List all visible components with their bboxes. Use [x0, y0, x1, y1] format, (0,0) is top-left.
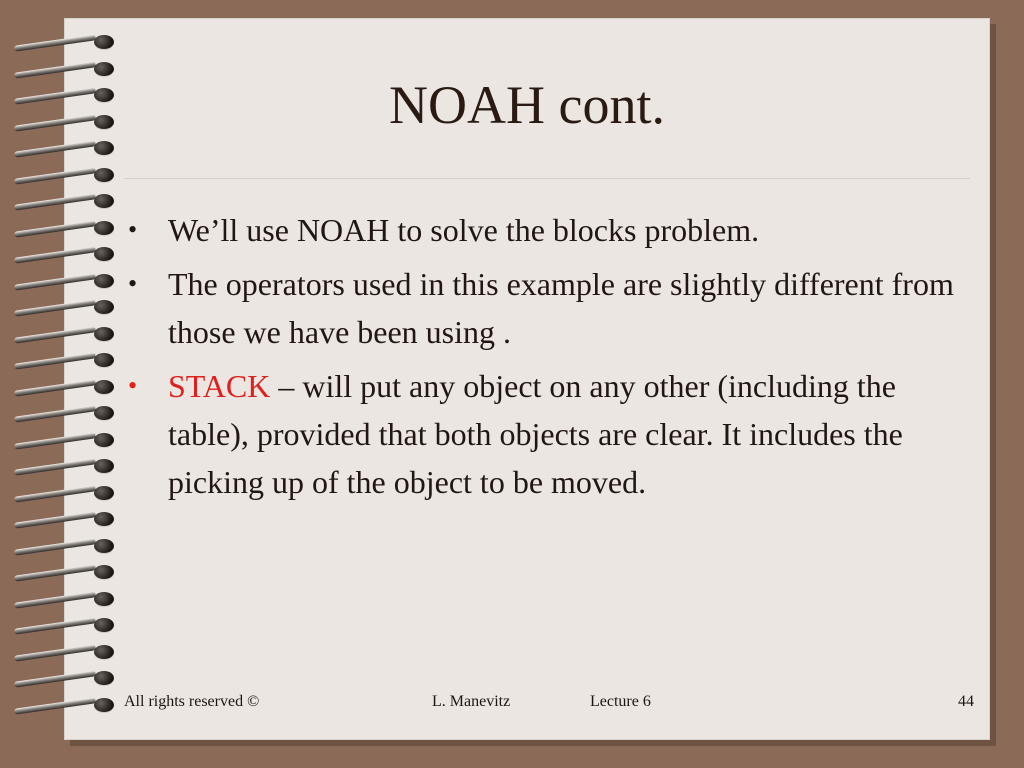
slide-footer [64, 693, 990, 717]
bullet-list [124, 206, 964, 512]
spiral-coil [10, 83, 120, 105]
spiral-coil [10, 322, 120, 344]
footer-rights: All rights reserved © [124, 693, 260, 710]
coil-wire [14, 220, 96, 237]
coil-wire [14, 564, 96, 581]
spiral-coil [10, 613, 120, 635]
coil-wire [14, 246, 96, 263]
spiral-coil [10, 375, 120, 397]
punch-hole [94, 539, 114, 553]
spiral-coil [10, 136, 120, 158]
spiral-coil [10, 507, 120, 529]
bullet-item [124, 260, 964, 356]
bullet-text: We’ll use NOAH to solve the blocks problem. [168, 212, 760, 248]
coil-wire [14, 485, 96, 502]
punch-hole [94, 327, 114, 341]
punch-hole [94, 486, 114, 500]
punch-hole [94, 671, 114, 685]
coil-wire [14, 644, 96, 661]
coil-wire [14, 326, 96, 343]
spiral-coil [10, 295, 120, 317]
coil-wire [14, 114, 96, 131]
spiral-coil [10, 640, 120, 662]
spiral-coil [10, 587, 120, 609]
punch-hole [94, 194, 114, 208]
punch-hole [94, 433, 114, 447]
punch-hole [94, 221, 114, 235]
coil-wire [14, 591, 96, 608]
punch-hole [94, 698, 114, 712]
coil-wire [14, 34, 96, 51]
coil-wire [14, 273, 96, 290]
coil-wire [14, 87, 96, 104]
coil-wire [14, 511, 96, 528]
punch-hole [94, 618, 114, 632]
punch-hole [94, 300, 114, 314]
punch-hole [94, 115, 114, 129]
footer-author: L. Manevitz [432, 693, 511, 710]
coil-wire [14, 299, 96, 316]
spiral-coil [10, 269, 120, 291]
spiral-coil [10, 30, 120, 52]
spiral-coil [10, 242, 120, 264]
punch-hole [94, 88, 114, 102]
coil-wire [14, 405, 96, 422]
spiral-coil [10, 110, 120, 132]
punch-hole [94, 512, 114, 526]
coil-wire [14, 617, 96, 634]
punch-hole [94, 459, 114, 473]
spiral-binding [10, 30, 120, 750]
punch-hole [94, 141, 114, 155]
coil-wire [14, 379, 96, 396]
punch-hole [94, 168, 114, 182]
bullet-text: – will put any object on any other (including the table), provided that both objects are clear. It includes the picking up of the object to be moved. [168, 368, 903, 500]
coil-wire [14, 432, 96, 449]
spiral-coil [10, 481, 120, 503]
bullet-dot: • [128, 215, 138, 244]
punch-hole [94, 35, 114, 49]
punch-hole [94, 592, 114, 606]
title-divider [124, 178, 970, 179]
spiral-coil [10, 189, 120, 211]
spiral-coil [10, 560, 120, 582]
spiral-coil [10, 401, 120, 423]
bullet-dot: • [128, 371, 138, 400]
spiral-coil [10, 216, 120, 238]
spiral-coil [10, 454, 120, 476]
coil-wire [14, 140, 96, 157]
coil-wire [14, 670, 96, 687]
bullet-item [124, 206, 964, 254]
footer-lecture: Lecture 6 [590, 693, 651, 710]
punch-hole [94, 645, 114, 659]
spiral-coil [10, 348, 120, 370]
coil-wire [14, 352, 96, 369]
slide-title: NOAH cont. [389, 75, 665, 135]
bullet-text: The operators used in this example are slightly different from those we have been using . [168, 266, 954, 350]
punch-hole [94, 62, 114, 76]
footer-page-number: 44 [958, 693, 974, 710]
spiral-coil [10, 57, 120, 79]
spiral-coil [10, 534, 120, 556]
slide-page [64, 18, 990, 740]
stack-keyword: STACK [168, 368, 271, 404]
punch-hole [94, 274, 114, 288]
punch-hole [94, 565, 114, 579]
coil-wire [14, 61, 96, 78]
coil-wire [14, 538, 96, 555]
coil-wire [14, 697, 96, 714]
punch-hole [94, 406, 114, 420]
coil-wire [14, 167, 96, 184]
punch-hole [94, 353, 114, 367]
spiral-coil [10, 163, 120, 185]
bullet-dot: • [128, 269, 138, 298]
punch-hole [94, 247, 114, 261]
spiral-coil [10, 693, 120, 715]
punch-hole [94, 380, 114, 394]
spiral-coil [10, 428, 120, 450]
coil-wire [14, 458, 96, 475]
coil-wire [14, 193, 96, 210]
bullet-item [124, 362, 964, 506]
spiral-coil [10, 666, 120, 688]
